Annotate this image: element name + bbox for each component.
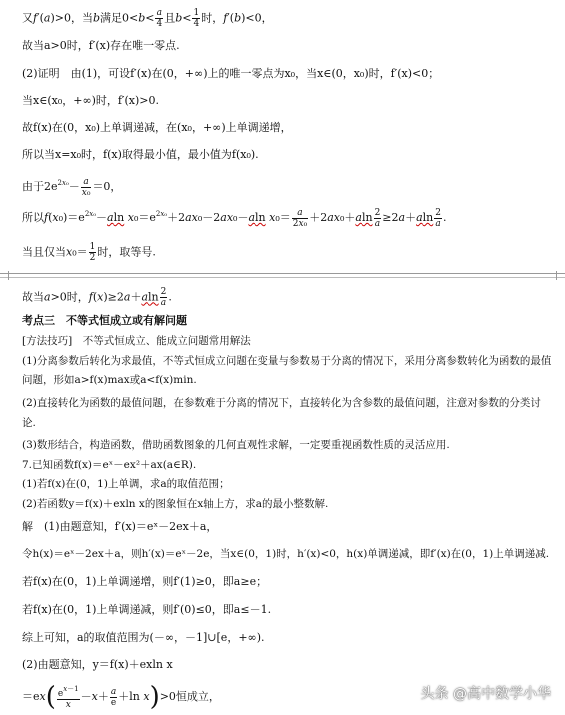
text-line-2: 故当a>0时，f′(x)存在唯一零点.: [22, 39, 180, 52]
text-line-13: (1)分离参数后转化为求最值，不等式恒成立问题在变量与参数易于分离的情况下，采用分离参数转化为函数的最值: [22, 355, 552, 367]
text-line-5: 故f(x)在(0，x₀)上单调递减，在(x₀，+∞)上单调递增，: [22, 121, 292, 134]
problem-7-part-1: (1)若f(x)在(0，1)上单调，求a的取值范围；: [22, 478, 230, 490]
text-line-7: 由于$2e^{2x_0}-$ $\frac{a}{\text{x₀}}$ ＝0，: [22, 176, 122, 198]
problem-7-statement: 7.已知函数f(x)＝eˣ－ex²＋ax(a∈R).: [22, 459, 197, 471]
text-line-16: 论.: [22, 417, 36, 429]
solution-line-3: 若f(x)在(0，1)上单调递增，则f′(1)≥0，即a≥e；: [22, 575, 268, 588]
text-line-3: (2)证明 由(1)，可设f′(x)在(0，+∞)上的唯一零点为x₀，当x∈(0，x₀)时，f′(x)<0；: [22, 67, 440, 80]
solution-line-5: 综上可知，a的取值范围为(－∞，－1]∪[e，+∞).: [22, 631, 265, 644]
page-break-divider: [0, 271, 565, 281]
text-line-17: (3)数形结合，构造函数，借助函数图象的几何直观性求解，一定要重视函数性质的灵活应用.: [22, 439, 450, 451]
section-heading: 考点三 不等式恒成立或有解问题: [22, 314, 187, 327]
solution-line-6: (2)由题意知，y＝f(x)＋exln x: [22, 658, 173, 671]
solution-line-1: 解 (1)由题意知，f′(x)＝eˣ－2ex＋a，: [22, 520, 218, 533]
method-tip-heading: [方法技巧] 不等式恒成立、能成立问题常用解法: [22, 335, 251, 347]
solution-line-2: 令h(x)＝eˣ－2ex＋a，则h′(x)＝eˣ－2e，当x∈(0，1)时，h′(x)<0，h(x)单调递减，即f′(x)在(0，1)上单调递减.: [22, 548, 550, 560]
problem-7-part-2: (2)若函数y＝f(x)＋exln x的图象恒在x轴上方，求a的最小整数解.: [22, 498, 329, 510]
text-line-6: 所以当x=x₀时，f(x)取得最小值，最小值为f(x₀).: [22, 148, 259, 161]
text-line-4: 当x∈(x₀，+∞)时，f′(x)>0.: [22, 94, 159, 107]
text-line-8: 所以$f(x_0)=e^{2x_0}-aln$ $x_0=e^{2x_0}+2ax_0-2ax_0-aln$ x₀＝ $\frac{a}{\text{2x₀}}$ ＋2ax₀＋aln $\frac{2}{a}$ ≥2a＋aln $\frac{2}{a}$ .: [22, 207, 447, 229]
text-line-10: 故当a>0时，f(x)≥2a＋aln $\frac{2}{a}$ .: [22, 287, 172, 308]
text-line-1: 又f′(a)>0，当b满足0<b< $\frac{a}{4}$ 且b< $\frac{1}{4}$ 时，f′(b)<0，: [22, 8, 273, 29]
solution-line-7: ＝ex( $\frac{e^{x-1}}{x}$ －x＋ $\frac{a}{e}$ ＋ln x)>0恒成立，: [22, 682, 220, 712]
text-line-9: 当且仅当x₀＝ $\frac{1}{2}$ 时，取等号.: [22, 242, 156, 263]
text-line-14: 问题，形如a>f(x)max或a<f(x)min.: [22, 374, 197, 386]
watermark: 头条 @高中数学小华: [420, 686, 551, 702]
text-line-15: (2)直接转化为函数的最值问题，在参数难于分离的情况下，直接转化为含参数的最值问题，注意对参数的分类讨: [22, 397, 541, 409]
solution-line-4: 若f(x)在(0，1)上单调递减，则f′(0)≤0，即a≤－1.: [22, 603, 272, 616]
